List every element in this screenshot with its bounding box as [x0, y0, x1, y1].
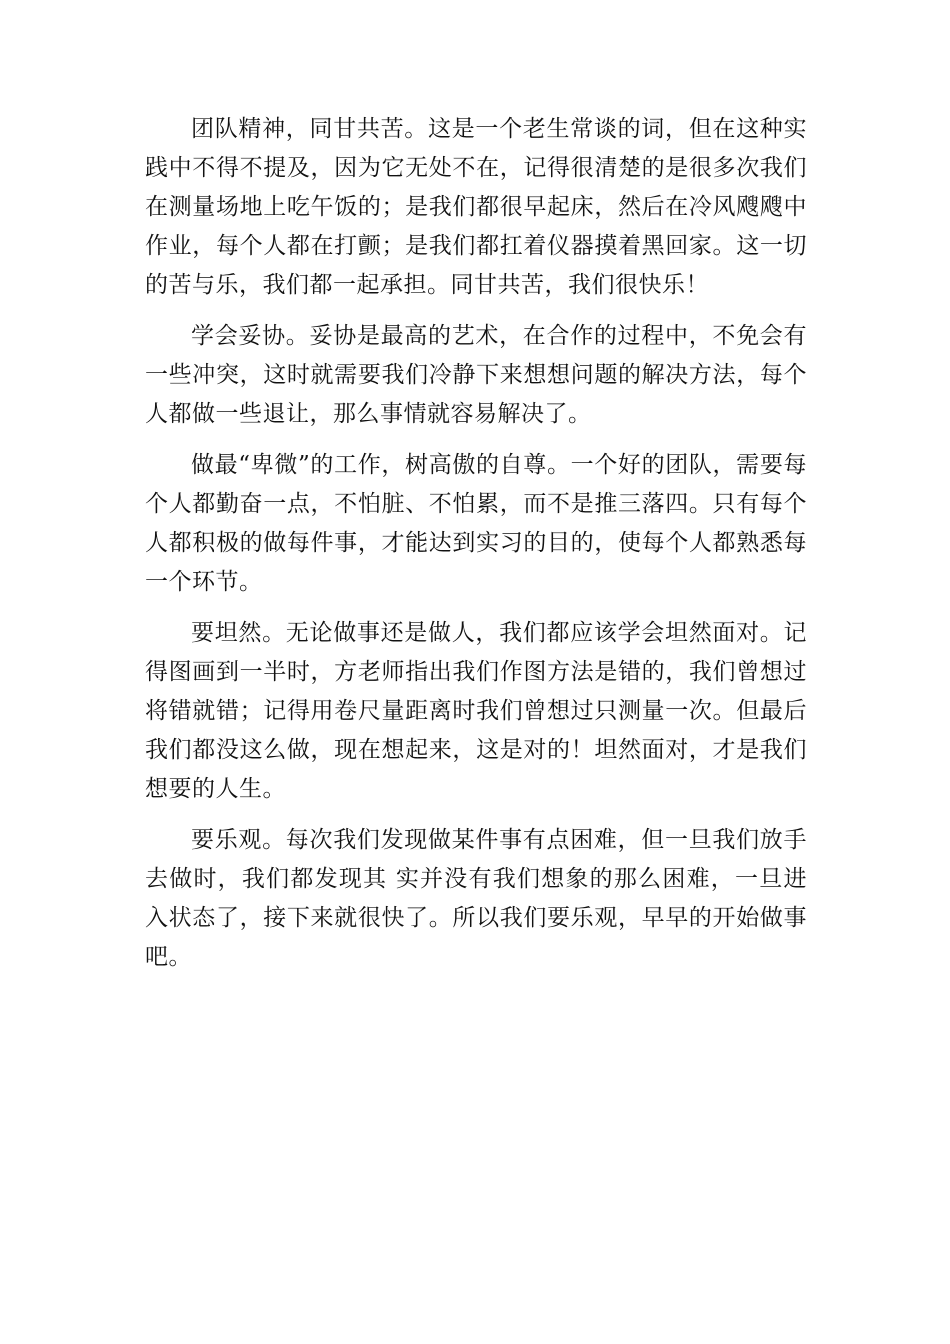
document-body	[145, 110, 807, 989]
paragraph-humble-work: 做最“卑微”的工作，树高傲的自尊。一个好的团队，需要每个人都勤奋一点，不怕脏、不怕累，而不是推三落四。只有每个人都积极的做每件事，才能达到实习的目的，使每个人都熟悉每一个环节。	[145, 452, 807, 595]
paragraph-team-spirit: 团队精神，同甘共苦。这是一个老生常谈的词，但在这种实践中不得不提及，因为它无处不在，记得很清楚的是很多次我们在测量场地上吃午饭的；是我们都很早起床，然后在冷风飕飕中作业，每个人都在打颤；是我们都扛着仪器摸着黑回家。这一切的苦与乐，我们都一起承担。同甘共苦，我们很快乐！	[145, 116, 807, 298]
paragraph-optimism: 要乐观。每次我们发现做某件事有点困难，但一旦我们放手去做时，我们都发现其 实并没有我们想象的那么困难，一旦进入状态了，接下来就很快了。所以我们要乐观，早早的开始做事吧。	[145, 827, 807, 970]
paragraph-compromise: 学会妥协。妥协是最高的艺术，在合作的过程中，不免会有一些冲突，这时就需要我们冷静下来想想问题的解决方法，每个人都做一些退让，那么事情就容易解决了。	[145, 323, 807, 427]
paragraph-composure: 要坦然。无论做事还是做人，我们都应该学会坦然面对。记得图画到一半时，方老师指出我们作图方法是错的，我们曾想过将错就错；记得用卷尺量距离时我们曾想过只测量一次。但最后我们都没这么做，现在想起来，这是对的！坦然面对，才是我们想要的人生。	[145, 620, 807, 802]
